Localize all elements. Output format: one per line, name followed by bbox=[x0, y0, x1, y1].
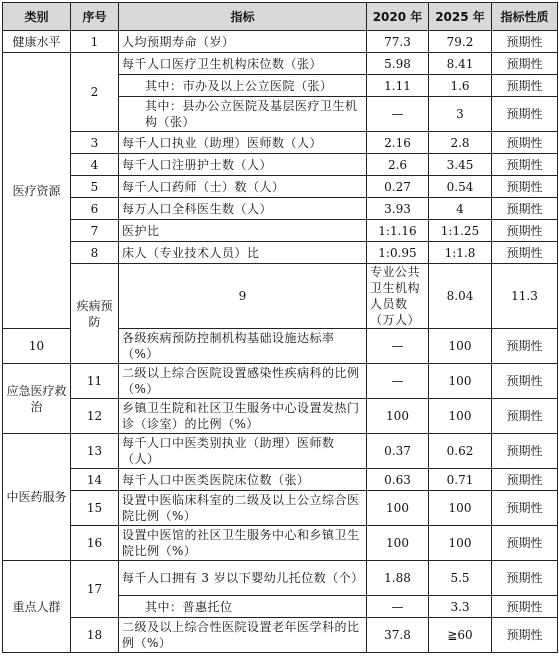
indicator-cell: 其中：县办公立医院及基层医疗卫生机构（张） bbox=[119, 97, 367, 132]
number-cell: 14 bbox=[71, 469, 119, 491]
value-2025-cell: 100 bbox=[429, 329, 492, 364]
indicator-cell: 每万人口全科医生数（人） bbox=[119, 198, 367, 220]
value-2025-cell: 0.62 bbox=[429, 434, 492, 469]
value-2020-cell: 2.16 bbox=[367, 132, 429, 154]
number-cell: 8 bbox=[71, 242, 119, 264]
table-row bbox=[3, 132, 558, 154]
table-row bbox=[3, 364, 558, 399]
value-2020-cell: — bbox=[367, 97, 429, 132]
value-2020-cell: 100 bbox=[367, 491, 429, 526]
value-2025-cell: 3.45 bbox=[429, 154, 492, 176]
table-row bbox=[3, 434, 558, 469]
nature-cell: 预期性 bbox=[492, 176, 558, 198]
indicator-cell: 人均预期寿命（岁） bbox=[119, 31, 367, 53]
indicator-cell: 其中：市办及以上公立医院（张） bbox=[119, 75, 367, 97]
nature-cell: 预期性 bbox=[492, 97, 558, 132]
number-cell: 7 bbox=[71, 220, 119, 242]
value-2020-cell: 0.63 bbox=[367, 469, 429, 491]
nature-cell: 预期性 bbox=[492, 132, 558, 154]
indicator-cell: 设置中医馆的社区卫生服务中心和乡镇卫生院比例（%） bbox=[119, 526, 367, 561]
value-2020-cell: 8.04 bbox=[429, 264, 492, 329]
table-row bbox=[3, 264, 558, 329]
number-cell: 6 bbox=[71, 198, 119, 220]
value-2020-cell: — bbox=[367, 596, 429, 618]
value-2020-cell: 2.6 bbox=[367, 154, 429, 176]
number-cell: 1 bbox=[71, 31, 119, 53]
table-row bbox=[3, 491, 558, 526]
header-2025: 2025 年 bbox=[429, 3, 492, 31]
header-2020: 2020 年 bbox=[367, 3, 429, 31]
number-cell: 18 bbox=[71, 618, 119, 653]
indicator-cell: 每千人口药师（士）数（人） bbox=[119, 176, 367, 198]
number-cell: 9 bbox=[119, 264, 367, 329]
nature-cell: 预期性 bbox=[492, 618, 558, 653]
value-2020-cell: 100 bbox=[367, 399, 429, 434]
category-cell: 应急医疗救治 bbox=[3, 364, 71, 434]
nature-cell: 预期性 bbox=[492, 198, 558, 220]
value-2020-cell: 0.27 bbox=[367, 176, 429, 198]
value-2025-cell: 1:1.8 bbox=[429, 242, 492, 264]
nature-cell: 预期性 bbox=[492, 434, 558, 469]
nature-cell: 预期性 bbox=[492, 53, 558, 75]
value-2025-cell: 100 bbox=[429, 399, 492, 434]
nature-cell: 预期性 bbox=[492, 526, 558, 561]
category-cell: 中医药服务 bbox=[3, 434, 71, 561]
number-cell: 13 bbox=[71, 434, 119, 469]
value-2025-cell: 1:1.25 bbox=[429, 220, 492, 242]
header-category: 类别 bbox=[3, 3, 71, 31]
value-2020-cell: — bbox=[367, 329, 429, 364]
table-row bbox=[3, 53, 558, 75]
value-2020-cell: 0.37 bbox=[367, 434, 429, 469]
table-row bbox=[3, 618, 558, 653]
nature-cell: 预期性 bbox=[492, 154, 558, 176]
value-2020-cell: 100 bbox=[367, 526, 429, 561]
header-nature: 指标性质 bbox=[492, 3, 558, 31]
value-2025-cell: 1.6 bbox=[429, 75, 492, 97]
health-indicator-table bbox=[2, 2, 558, 653]
table-row bbox=[3, 561, 558, 596]
value-2020-cell: 77.3 bbox=[367, 31, 429, 53]
table-body bbox=[3, 31, 558, 653]
nature-cell: 预期性 bbox=[492, 364, 558, 399]
value-2025-cell: 2.8 bbox=[429, 132, 492, 154]
value-2025-cell: 100 bbox=[429, 491, 492, 526]
category-cell: 重点人群 bbox=[3, 561, 71, 653]
table-row bbox=[3, 31, 558, 53]
nature-cell: 预期性 bbox=[492, 220, 558, 242]
value-2025-cell: 11.3 bbox=[492, 264, 558, 329]
value-2025-cell: 100 bbox=[429, 364, 492, 399]
indicator-cell: 设置中医临床科室的二级及以上公立综合医院比例（%） bbox=[119, 491, 367, 526]
value-2020-cell: — bbox=[367, 364, 429, 399]
value-2020-cell: 37.8 bbox=[367, 618, 429, 653]
number-cell: 17 bbox=[71, 561, 119, 618]
indicator-cell: 乡镇卫生院和社区卫生服务中心设置发热门诊（诊室）的比例（%） bbox=[119, 399, 367, 434]
value-2025-cell: 5.5 bbox=[429, 561, 492, 596]
value-2020-cell: 1:1.16 bbox=[367, 220, 429, 242]
value-2025-cell: 3 bbox=[429, 97, 492, 132]
number-cell: 5 bbox=[71, 176, 119, 198]
nature-cell: 预期性 bbox=[492, 31, 558, 53]
table-row bbox=[3, 176, 558, 198]
value-2025-cell: 79.2 bbox=[429, 31, 492, 53]
indicator-cell: 医护比 bbox=[119, 220, 367, 242]
nature-cell: 预期性 bbox=[492, 596, 558, 618]
number-cell: 3 bbox=[71, 132, 119, 154]
value-2025-cell: 3.3 bbox=[429, 596, 492, 618]
indicator-cell: 其中：普惠托位 bbox=[119, 596, 367, 618]
number-cell: 16 bbox=[71, 526, 119, 561]
value-2025-cell: 8.41 bbox=[429, 53, 492, 75]
number-cell: 15 bbox=[71, 491, 119, 526]
value-2020-cell: 3.93 bbox=[367, 198, 429, 220]
table-row bbox=[3, 198, 558, 220]
value-2025-cell: ≧60 bbox=[429, 618, 492, 653]
nature-cell: 预期性 bbox=[492, 469, 558, 491]
number-cell: 12 bbox=[71, 399, 119, 434]
indicator-cell: 专业公共卫生机构人员数（万人） bbox=[367, 264, 429, 329]
value-2020-cell: 1:0.95 bbox=[367, 242, 429, 264]
value-2025-cell: 100 bbox=[429, 526, 492, 561]
value-2020-cell: 5.98 bbox=[367, 53, 429, 75]
table-row bbox=[3, 220, 558, 242]
number-cell: 10 bbox=[3, 329, 71, 364]
indicator-cell: 二级及以上综合性医院设置老年医学科的比例（%） bbox=[119, 618, 367, 653]
header-row bbox=[3, 3, 558, 31]
value-2025-cell: 0.54 bbox=[429, 176, 492, 198]
number-cell: 11 bbox=[71, 364, 119, 399]
table-row bbox=[3, 469, 558, 491]
nature-cell: 预期性 bbox=[492, 561, 558, 596]
indicator-cell: 床人（专业技术人员）比 bbox=[119, 242, 367, 264]
indicator-cell: 每千人口执业（助理）医师数（人） bbox=[119, 132, 367, 154]
table-row bbox=[3, 154, 558, 176]
number-cell: 2 bbox=[71, 53, 119, 132]
nature-cell: 预期性 bbox=[492, 491, 558, 526]
indicator-cell: 每千人口注册护士数（人） bbox=[119, 154, 367, 176]
value-2020-cell: 1.88 bbox=[367, 561, 429, 596]
header-indicator: 指标 bbox=[119, 3, 367, 31]
category-cell: 健康水平 bbox=[3, 31, 71, 53]
nature-cell: 预期性 bbox=[492, 75, 558, 97]
category-cell: 医疗资源 bbox=[3, 53, 71, 329]
table-row bbox=[3, 399, 558, 434]
number-cell: 4 bbox=[71, 154, 119, 176]
header-number: 序号 bbox=[71, 3, 119, 31]
indicator-table-container bbox=[2, 2, 558, 653]
value-2025-cell: 0.71 bbox=[429, 469, 492, 491]
indicator-cell: 每千人口中医类医院床位数（张） bbox=[119, 469, 367, 491]
indicator-cell: 各级疾病预防控制机构基础设施达标率（%） bbox=[119, 329, 367, 364]
nature-cell: 预期性 bbox=[492, 242, 558, 264]
table-row bbox=[3, 242, 558, 264]
indicator-cell: 每千人口拥有 3 岁以下婴幼儿托位数（个） bbox=[119, 561, 367, 596]
indicator-cell: 每千人口中医类别执业（助理）医师数（人） bbox=[119, 434, 367, 469]
nature-cell: 预期性 bbox=[492, 399, 558, 434]
nature-cell: 预期性 bbox=[492, 329, 558, 364]
table-row bbox=[3, 526, 558, 561]
value-2025-cell: 4 bbox=[429, 198, 492, 220]
indicator-cell: 二级以上综合医院设置感染性疾病科的比例（%） bbox=[119, 364, 367, 399]
category-cell: 疾病预防 bbox=[71, 264, 119, 364]
value-2020-cell: 1.11 bbox=[367, 75, 429, 97]
indicator-cell: 每千人口医疗卫生机构床位数（张） bbox=[119, 53, 367, 75]
